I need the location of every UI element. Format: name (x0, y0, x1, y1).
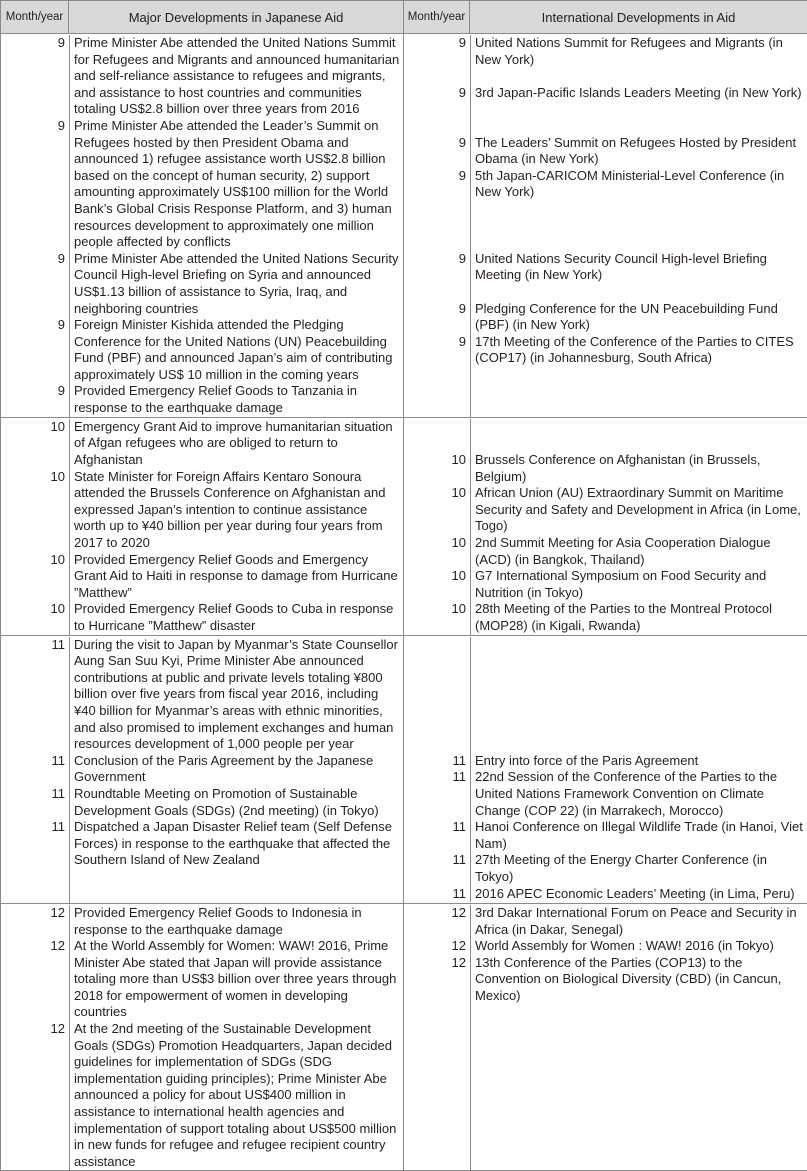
japan-entry (1, 819, 403, 903)
international-cell (404, 417, 807, 635)
intl-entry (404, 135, 807, 168)
intl-entry (404, 85, 807, 102)
entry-text: Prime Minister Abe attended the Leader’s Summit on Refugees hosted by then President Obama and announced 1) refugee assistance worth US$2.8 billion based on the concept of human security, 2) support amounting approximately US$100 million for the World Bank’s Global Crisis Response Platform, and 3) human resources development to approximately one million people affected by conflicts (69, 118, 403, 251)
entry-text: Provided Emergency Relief Goods to Indonesia in response to the earthquake damage (69, 905, 403, 938)
month-year-header: Month/year (1, 1, 69, 34)
month-value: 10 (1, 601, 69, 634)
spacer (404, 101, 807, 134)
intl-entry (404, 601, 807, 634)
entry-text: Prime Minister Abe attended the United Nations Summit for Refugees and Migrants and announced humanitarian and self-reliance assistance to refugees and migrants, and assistance to host countries and communities totaling US$2.8 billion over three years from 2016 (69, 35, 403, 118)
japan-cell (1, 903, 404, 1171)
japan-entry (1, 552, 403, 602)
entry-text: At the World Assembly for Women: WAW! 2016, Prime Minister Abe stated that Japan will provide assistance totaling more than US$3 billion over three years through 2018 for empowerment of women in developing countries (69, 938, 403, 1021)
month-value: 9 (1, 35, 69, 118)
month-value: 11 (1, 637, 69, 753)
month-value: 9 (404, 168, 470, 201)
month-value: 10 (404, 568, 470, 601)
intl-entry (404, 769, 807, 819)
month-value: 10 (404, 485, 470, 535)
entry-text: World Assembly for Women : WAW! 2016 (in Tokyo) (470, 938, 807, 955)
entry-text: During the visit to Japan by Myanmar’s State Counsellor Aung San Suu Kyi, Prime Minister Abe announced contributions at public and private levels totaling ¥800 billion over five years from fiscal year 2016, including ¥40 billion for Myanmar’s areas with ethnic minorities, and also promised to implement exchanges and human resources development of 1,000 people per year (69, 637, 403, 753)
month-value: 12 (404, 905, 470, 938)
month-value: 9 (1, 251, 69, 317)
japan-entry (1, 637, 403, 753)
intl-entry (404, 886, 807, 903)
entry-text: 22nd Session of the Conference of the Parties to the United Nations Framework Convention on Climate Change (COP 22) (in Marrakech, Morocco) (470, 769, 807, 819)
month-value: 12 (1, 1021, 69, 1170)
intl-entry (404, 301, 807, 334)
intl-entry (404, 168, 807, 201)
month-value: 11 (1, 786, 69, 819)
japan-cell (1, 417, 404, 635)
japan-cell (1, 34, 404, 418)
month-value: 9 (404, 135, 470, 168)
month-value: 12 (1, 905, 69, 938)
intl-entry (404, 452, 807, 485)
entry-text: United Nations Security Council High-level Briefing Meeting (in New York) (470, 251, 807, 284)
month-value: 11 (1, 819, 69, 903)
intl-entry (404, 955, 807, 1171)
intl-entry (404, 535, 807, 568)
japan-entry (1, 753, 403, 786)
entry-text: United Nations Summit for Refugees and Migrants (in New York) (470, 35, 807, 68)
japan-entry (1, 251, 403, 317)
month-value: 9 (404, 334, 470, 417)
international-cell (404, 635, 807, 903)
entry-text: At the 2nd meeting of the Sustainable Development Goals (SDGs) Promotion Headquarters, Japan decided guidelines for implementation of SDGs (SDG implementation guiding principles); Prime Minister Abe announced a policy for about US$400 million in assistance to international health agencies and implementation of support totaling about US$500 million in new funds for refugee and refugee recipient country assistance (69, 1021, 403, 1170)
month-value: 10 (1, 552, 69, 602)
entry-text: Dispatched a Japan Disaster Relief team (Self Defense Forces) in response to the earthquake that affected the Southern Island of New Zealand (69, 819, 403, 903)
month-year-header-intl: Month/year (404, 1, 470, 34)
month-group-row (1, 903, 807, 1171)
entry-text: Roundtable Meeting on Promotion of Sustainable Development Goals (SDGs) (2nd meeting) (in Tokyo) (69, 786, 403, 819)
entry-text: Pledging Conference for the UN Peacebuilding Fund (PBF) (in New York) (470, 301, 807, 334)
japan-entry (1, 419, 403, 469)
month-value: 11 (404, 819, 470, 852)
month-value: 9 (404, 85, 470, 102)
japan-entry (1, 905, 403, 938)
month-value: 10 (404, 452, 470, 485)
spacer (404, 284, 807, 301)
entry-text: African Union (AU) Extraordinary Summit on Maritime Security and Safety and Development in Africa (in Lome, Togo) (470, 485, 807, 535)
month-value: 11 (404, 769, 470, 819)
japan-cell (1, 635, 404, 903)
entry-text: 27th Meeting of the Energy Charter Conference (in Tokyo) (470, 852, 807, 885)
month-value: 9 (1, 317, 69, 383)
month-group-row (1, 34, 807, 418)
month-value: 12 (1, 938, 69, 1021)
japan-entry (1, 383, 403, 416)
entry-text: State Minister for Foreign Affairs Kentaro Sonoura attended the Brussels Conference on Afghanistan and expressed Japan’s intention to continue assistance worth up to ¥40 billion per year during four years from 2017 to 2020 (69, 469, 403, 552)
month-value: 11 (404, 852, 470, 885)
entry-text: 2nd Summit Meeting for Asia Cooperation Dialogue (ACD) (in Bangkok, Thailand) (470, 535, 807, 568)
entry-text: 13th Conference of the Parties (COP13) to the Convention on Biological Diversity (CBD) (in Cancun, Mexico) (470, 955, 807, 1171)
intl-entry (404, 753, 807, 770)
international-cell (404, 34, 807, 418)
month-value: 11 (404, 753, 470, 770)
japan-entry (1, 469, 403, 552)
month-value: 10 (404, 601, 470, 634)
month-value: 9 (1, 118, 69, 251)
intl-entry (404, 938, 807, 955)
entry-text: G7 International Symposium on Food Security and Nutrition (in Tokyo) (470, 568, 807, 601)
month-value: 10 (404, 535, 470, 568)
month-group-row (1, 417, 807, 635)
month-value: 9 (404, 301, 470, 334)
japan-entry (1, 317, 403, 383)
intl-entry (404, 852, 807, 885)
entry-text: Emergency Grant Aid to improve humanitarian situation of Afgan refugees who are obliged to return to Afghanistan (69, 419, 403, 469)
japan-entry (1, 1021, 403, 1170)
spacer (404, 637, 807, 753)
entry-text: 2016 APEC Economic Leaders’ Meeting (in Lima, Peru) (470, 886, 807, 903)
entry-text: 5th Japan-CARICOM Ministerial-Level Conference (in New York) (470, 168, 807, 201)
entry-text: Entry into force of the Paris Agreement (470, 753, 807, 770)
month-value: 12 (404, 955, 470, 1171)
month-value: 11 (1, 753, 69, 786)
entry-text: Foreign Minister Kishida attended the Pledging Conference for the United Nations (UN) Peacebuilding Fund (PBF) and announced Japan’s aim of contributing approximately US$ 10 million in the coming years (69, 317, 403, 383)
intl-entry (404, 485, 807, 535)
month-value: 11 (404, 886, 470, 903)
entry-text: Conclusion of the Paris Agreement by the Japanese Government (69, 753, 403, 786)
month-value: 12 (404, 938, 470, 955)
entry-text: The Leaders’ Summit on Refugees Hosted by President Obama (in New York) (470, 135, 807, 168)
intl-entry (404, 334, 807, 417)
intl-entry (404, 251, 807, 284)
header-row (1, 1, 807, 34)
spacer (404, 419, 807, 452)
month-value: 10 (1, 419, 69, 469)
intl-entry (404, 819, 807, 852)
entry-text: Provided Emergency Relief Goods to Tanzania in response to the earthquake damage (69, 383, 403, 416)
entry-text: 28th Meeting of the Parties to the Montreal Protocol (MOP28) (in Kigali, Rwanda) (470, 601, 807, 634)
month-value: 9 (1, 383, 69, 416)
intl-entry (404, 568, 807, 601)
month-value: 9 (404, 35, 470, 68)
month-group-row (1, 635, 807, 903)
japan-entry (1, 35, 403, 118)
entry-text: Provided Emergency Relief Goods to Cuba in response to Hurricane ”Matthew” disaster (69, 601, 403, 634)
japan-entry (1, 601, 403, 634)
entry-text: 3rd Dakar International Forum on Peace and Security in Africa (in Dakar, Senegal) (470, 905, 807, 938)
spacer (404, 68, 807, 85)
intl-entry (404, 35, 807, 68)
japanese-aid-header: Major Developments in Japanese Aid (69, 1, 404, 34)
japan-entry (1, 938, 403, 1021)
month-value: 10 (1, 469, 69, 552)
international-aid-header: International Developments in Aid (470, 1, 807, 34)
entry-text: Prime Minister Abe attended the United Nations Security Council High-level Briefing on Syria and announced US$1.13 billion of assistance to Syria, Iraq, and neighboring countries (69, 251, 403, 317)
entry-text: Provided Emergency Relief Goods and Emergency Grant Aid to Haiti in response to damage from Hurricane ”Matthew” (69, 552, 403, 602)
japan-entry (1, 118, 403, 251)
international-cell (404, 903, 807, 1171)
month-value: 9 (404, 251, 470, 284)
intl-entry (404, 905, 807, 938)
entry-text: 17th Meeting of the Conference of the Parties to CITES (COP17) (in Johannesburg, South Africa) (470, 334, 807, 417)
entry-text: 3rd Japan-Pacific Islands Leaders Meeting (in New York) (470, 85, 807, 102)
entry-text: Hanoi Conference on Illegal Wildlife Trade (in Hanoi, Viet Nam) (470, 819, 807, 852)
spacer (404, 201, 807, 251)
entry-text: Brussels Conference on Afghanistan (in Brussels, Belgium) (470, 452, 807, 485)
japan-entry (1, 786, 403, 819)
